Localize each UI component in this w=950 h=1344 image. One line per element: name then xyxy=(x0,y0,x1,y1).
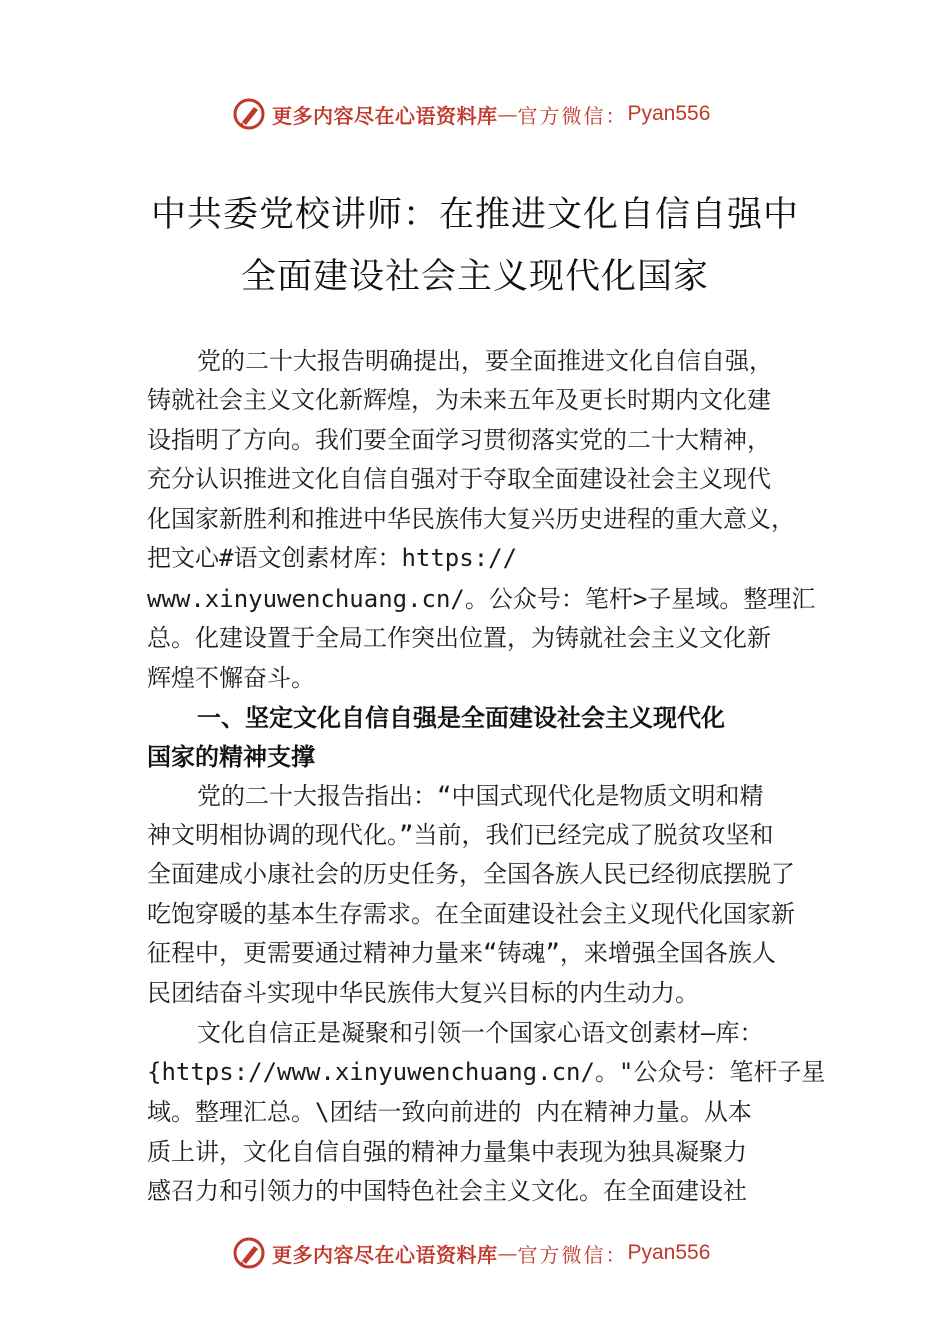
paragraph-1-line: 化国家新胜利和推进中华民族伟大复兴历史进程的重大意义， xyxy=(147,505,795,533)
paragraph-1-line: 铸就社会主义文化新辉煌，为未来五年及更长时期内文化建 xyxy=(147,386,771,414)
section-heading-line-1: 一、坚定文化自信自强是全面建设社会主义现代化 xyxy=(197,704,725,732)
watermark-header xyxy=(232,94,710,134)
pen-logo-icon xyxy=(232,1236,266,1270)
paragraph-1-line: 辉煌不懈奋斗。 xyxy=(147,664,315,692)
watermark-wechat-id: Pyan556 xyxy=(627,1241,711,1264)
page-title-line-1: 中共委党校讲师：在推进文化自信自强中 xyxy=(150,195,799,235)
paragraph-2-line: 党的二十大报告指出：“中国式现代化是物质文明和精 xyxy=(197,782,764,810)
paragraph-3-line: 质上讲，文化自信自强的精神力量集中表现为独具凝聚力 xyxy=(147,1138,747,1166)
paragraph-2-line: 神文明相协调的现代化。”当前，我们已经完成了脱贫攻坚和 xyxy=(147,821,774,849)
paragraph-1-line: 把文心#语文创素材库：https:// xyxy=(147,544,518,572)
paragraph-1-line: 党的二十大报告明确提出，要全面推进文化自信自强， xyxy=(197,347,773,375)
watermark-official-label: 官方微信： xyxy=(517,1242,628,1267)
pen-logo-icon xyxy=(232,97,266,131)
watermark-official-label: 官方微信： xyxy=(517,103,628,128)
paragraph-3-line: 文化自信正是凝聚和引领一个国家心语文创素材—库： xyxy=(197,1019,764,1047)
paragraph-2-line: 征程中，更需要通过精神力量来“铸魂”，来增强全国各族人 xyxy=(147,939,776,967)
section-heading-line-2: 国家的精神支撑 xyxy=(147,743,315,771)
watermark-dash: — xyxy=(497,102,518,126)
paragraph-2-line: 全面建成小康社会的历史任务，全国各族人民已经彻底摆脱了 xyxy=(147,860,795,888)
watermark-footer xyxy=(232,1233,710,1273)
paragraph-1-line: 总。化建设置于全局工作突出位置，为铸就社会主义文化新 xyxy=(147,624,771,652)
page-title-line-2: 全面建设社会主义现代化国家 xyxy=(240,257,709,297)
paragraph-1-line: 设指明了方向。我们要全面学习贯彻落实党的二十大精神， xyxy=(147,426,771,454)
paragraph-1-line: 充分认识推进文化自信自强对于夺取全面建设社会主义现代 xyxy=(147,465,771,493)
watermark-dash: — xyxy=(497,1241,518,1265)
watermark-main-text: 更多内容尽在心语资料库 xyxy=(272,1242,498,1267)
watermark-main-text: 更多内容尽在心语资料库 xyxy=(272,103,498,128)
paragraph-3-line: {https://www.xinyuwenchuang.cn/。"公众号：笔杆子星 xyxy=(147,1058,826,1086)
paragraph-3-line: 域。整理汇总。\团结一致向前进的 内在精神力量。从本 xyxy=(147,1098,752,1126)
paragraph-1-line: www.xinyuwenchuang.cn/。公众号：笔杆>子星域。整理汇 xyxy=(147,585,816,613)
paragraph-3-line: 感召力和引领力的中国特色社会主义文化。在全面建设社 xyxy=(147,1177,747,1205)
paragraph-2-line: 民团结奋斗实现中华民族伟大复兴目标的内生动力。 xyxy=(147,979,699,1007)
watermark-wechat-id: Pyan556 xyxy=(627,102,711,125)
paragraph-2-line: 吃饱穿暖的基本生存需求。在全面建设社会主义现代化国家新 xyxy=(147,900,795,928)
